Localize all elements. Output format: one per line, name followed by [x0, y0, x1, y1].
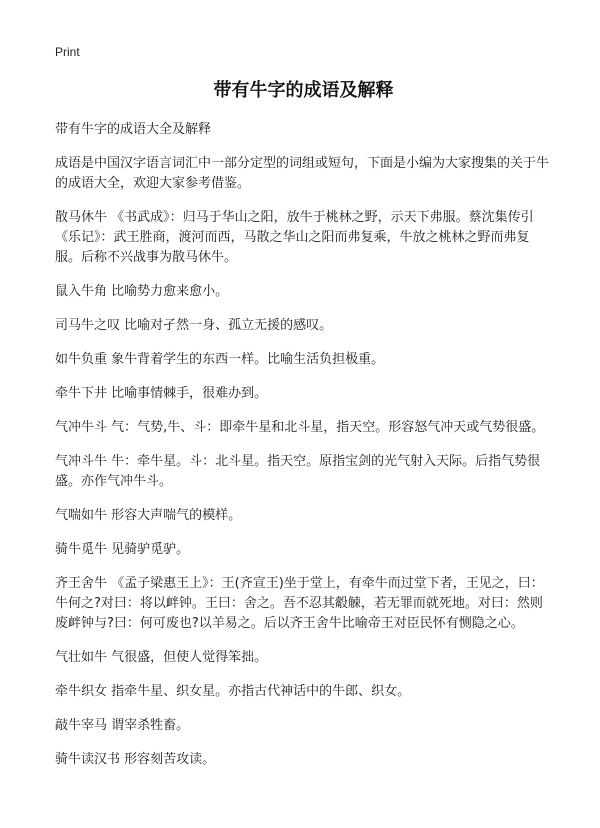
- idiom-entry: 齐王舍牛 《孟子梁惠王上》：王(齐宣王)坐于堂上，有牵牛而过堂下者，王见之，曰：牛何之?对曰：将以衅钟。王曰：舍之。吾不忍其觳觫，若无罪而就死地。对曰：然则废衅钟与?曰：何可废也?以羊易之。后以齐王舍牛比喻帝王对臣民怀有恻隐之心。: [55, 576, 544, 631]
- idiom-entry: 司马牛之叹 比喻对孑然一身、孤立无援的感叹。: [55, 318, 333, 333]
- idiom-entry: 气冲牛斗 气：气势,牛、斗：即牵牛星和北斗星，指天空。形容怒气冲天或气势很盛。: [55, 420, 545, 435]
- document-title: 带有牛字的成语及解释: [213, 80, 394, 101]
- idiom-entry: 散马休牛 《书武成》：归马于华山之阳，放牛于桃林之野，示天下弗服。蔡沈集传引《乐记》：武王胜商，渡河而西，马散之华山之阳而弗复乘，牛放之桃林之野而弗复服。后称不兴战事为散马休牛。: [55, 210, 534, 265]
- idiom-entry: 气壮如牛 气很盛，但使人觉得笨拙。: [55, 650, 268, 665]
- document-body: [55, 120, 552, 770]
- idiom-entry: 鼠入牛角 比喻势力愈来愈小。: [55, 284, 229, 299]
- idiom-entry: 牵牛织女 指牵牛星、织女星。亦指古代神话中的牛郎、织女。: [55, 684, 411, 699]
- intro-heading: 带有牛字的成语大全及解释: [55, 122, 212, 137]
- idiom-entry: 牵牛下井 比喻事情棘手，很难办到。: [55, 386, 268, 401]
- print-label: Print: [55, 45, 80, 59]
- idiom-entry: 气喘如牛 形容大声喘气的模样。: [55, 508, 242, 523]
- idiom-entry: 气冲斗牛 牛：牵牛星。斗：北斗星。指天空。原指宝剑的光气射入天际。后指气势很盛。亦作气冲牛斗。: [55, 454, 541, 489]
- intro-paragraph: 成语是中国汉字语言词汇中一部分定型的词组或短句，下面是小编为大家搜集的关于牛的成语大全，欢迎大家参考借鉴。: [55, 156, 550, 191]
- idiom-entry: 骑牛觅牛 见骑驴觅驴。: [55, 542, 190, 557]
- idiom-entry: 敲牛宰马 谓宰杀牲畜。: [55, 718, 190, 733]
- idiom-entry: 如牛负重 象牛背着学生的东西一样。比喻生活负担极重。: [55, 352, 385, 367]
- idiom-entry: 骑牛读汉书 形容刻苦攻读。: [55, 752, 216, 767]
